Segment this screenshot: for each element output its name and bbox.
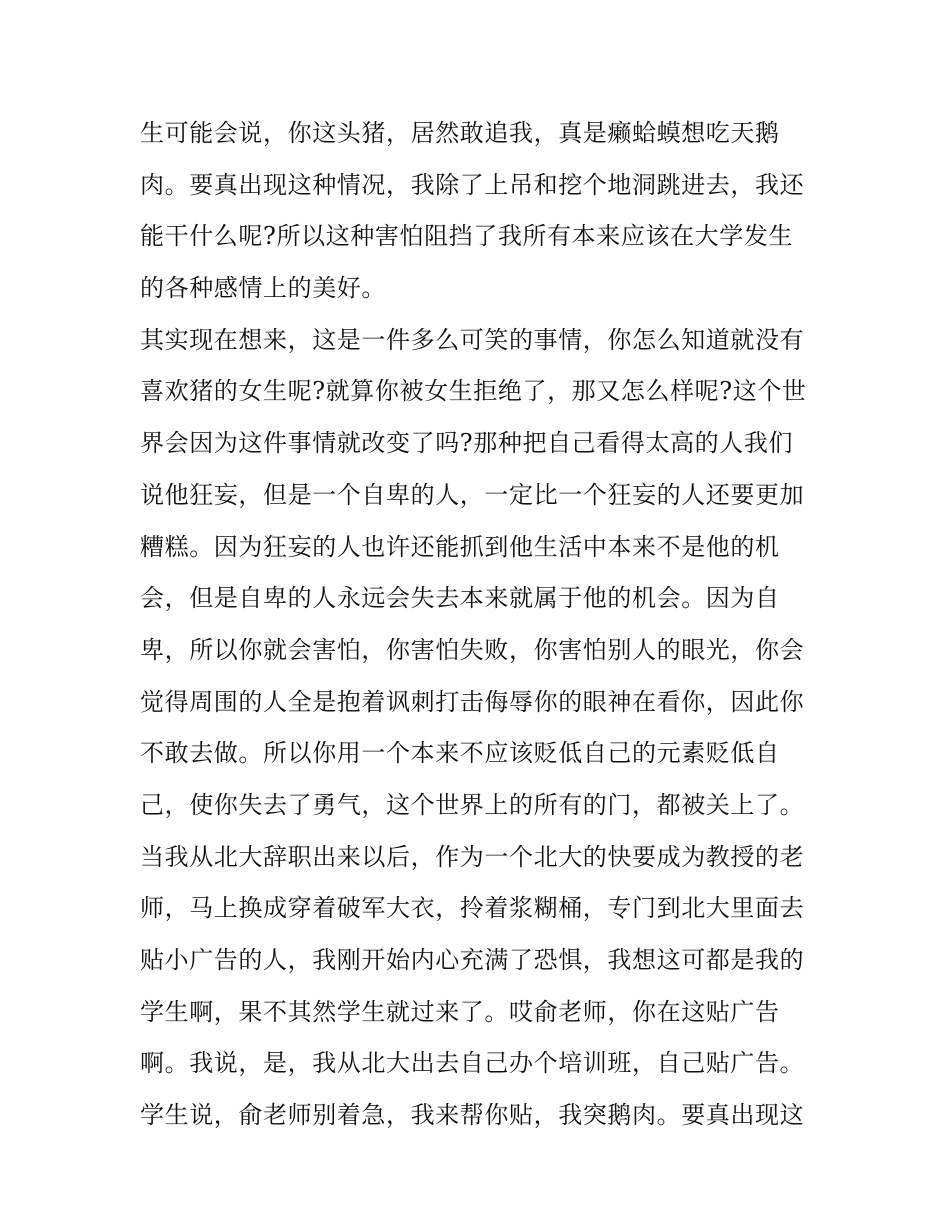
text-line: 不敢去做。所以你用一个本来不应该贬低自己的元素贬低自 bbox=[140, 739, 780, 768]
text-line: 的各种感情上的美好。 bbox=[140, 274, 386, 303]
text-line: 能干什么呢?所以这种害怕阻挡了我所有本来应该在大学发生 bbox=[140, 222, 794, 251]
text-line: 喜欢猪的女生呢?就算你被女生拒绝了，那又怎么样呢?这个世 bbox=[140, 377, 807, 406]
text-line: 师，马上换成穿着破军大衣，拎着浆糊桶，专门到北大里面去 bbox=[140, 894, 805, 923]
text-line: 说他狂妄，但是一个自卑的人，一定比一个狂妄的人还要更加 bbox=[140, 480, 805, 509]
text-line: 糟糕。因为狂妄的人也许还能抓到他生活中本来不是他的机 bbox=[140, 532, 780, 561]
body-text bbox=[140, 108, 830, 1142]
text-line: 肉。要真出现这种情况，我除了上吊和挖个地洞跳进去，我还 bbox=[140, 170, 805, 199]
text-line: 其实现在想来，这是一件多么可笑的事情，你怎么知道就没有 bbox=[140, 325, 805, 354]
text-line: 啊。我说，是，我从北大出去自己办个培训班，自己贴广告。 bbox=[140, 1049, 805, 1078]
text-line: 己，使你失去了勇气，这个世界上的所有的门，都被关上了。 bbox=[140, 790, 805, 819]
text-line: 会，但是自卑的人永远会失去本来就属于他的机会。因为自 bbox=[140, 584, 780, 613]
text-line: 学生啊，果不其然学生就过来了。哎俞老师，你在这贴广告 bbox=[140, 997, 780, 1026]
text-line: 学生说，俞老师别着急，我来帮你贴，我突鹅肉。要真出现这 bbox=[140, 1101, 805, 1130]
text-line: 觉得周围的人全是抱着讽刺打击侮辱你的眼神在看你，因此你 bbox=[140, 687, 805, 716]
text-line: 卑，所以你就会害怕，你害怕失败，你害怕别人的眼光，你会 bbox=[140, 635, 805, 664]
text-line: 界会因为这件事情就改变了吗?那种把自己看得太高的人我们 bbox=[140, 429, 794, 458]
text-line: 贴小广告的人，我刚开始内心充满了恐惧，我想这可都是我的 bbox=[140, 946, 805, 974]
text-line: 当我从北大辞职出来以后，作为一个北大的快要成为教授的老 bbox=[140, 842, 805, 871]
text-line: 生可能会说，你这头猪，居然敢追我，真是癞蛤蟆想吃天鹅 bbox=[140, 119, 780, 147]
